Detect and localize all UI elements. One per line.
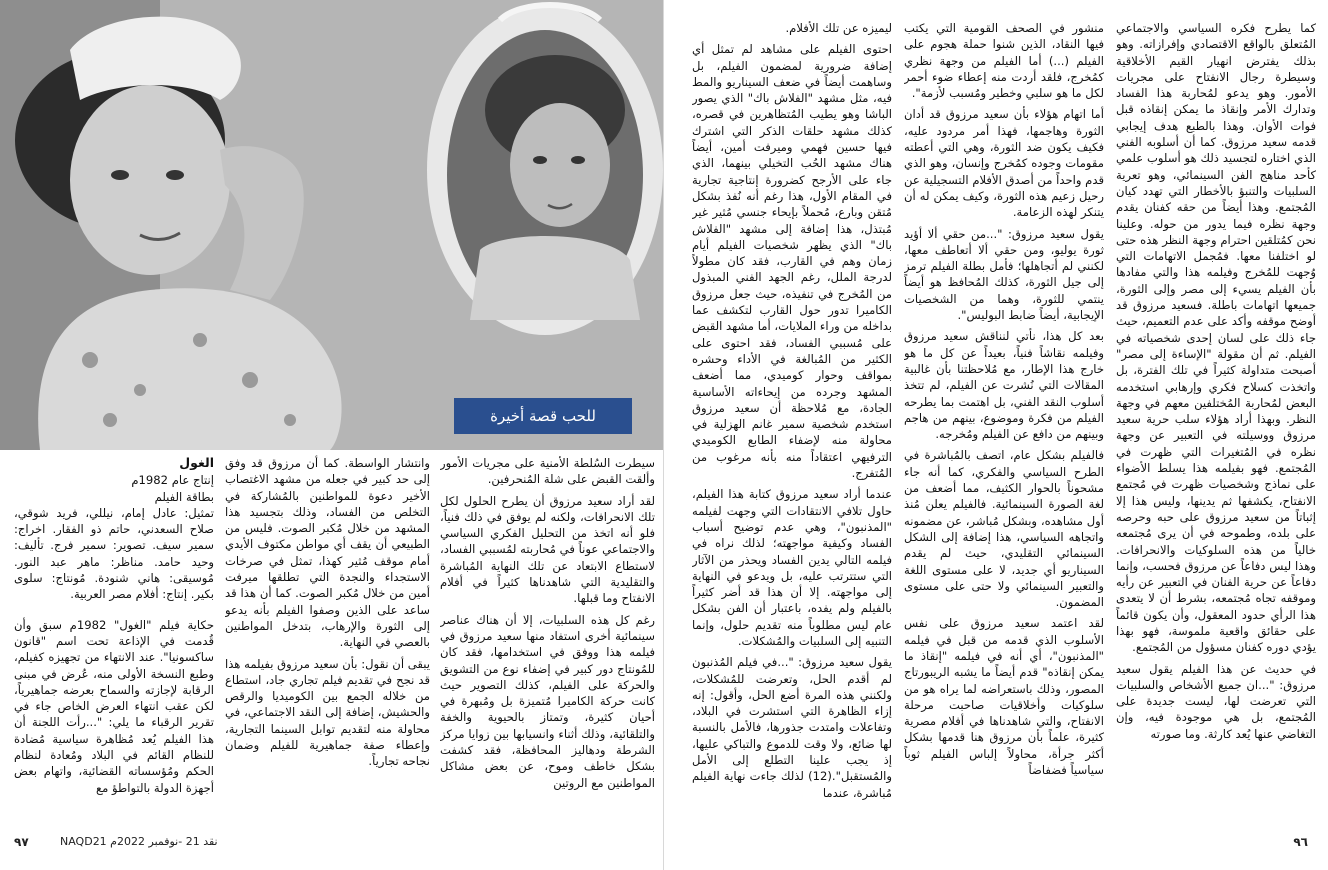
photo-caption: للحب قصة أخيرة <box>454 398 632 434</box>
film-card-label: بطاقة الفيلم <box>154 489 214 504</box>
right-page <box>664 0 1328 870</box>
paragraph: فالفيلم بشكل عام، اتصف بالمُباشرة في الطرح السياسي والفكري، كما أنه جاء مشحوناً بالحوار الكثيف، مما أضعف من لغة الصورة السينمائية. فالفيلم يعلن مُنذ أول مشاهده، وبشكل مُباشر، عن مضمونه واتجاهه السياسي، هذا إضافة إلى الشكل السينمائي التقليدي، حيث لم يقدم السيناريو أي جديد، لا على مستوى اللغة والتعبير السينمائي ولا حتى على مستوى المضمون. <box>904 448 1104 610</box>
paragraph: في حديث عن هذا الفيلم يقول سعيد مرزوق: "...ان جميع الأشخاص والسلبيات التي تعرضت لها، ليست جديدة على المُجتمع، بل هي موجودة فيه، وإن التغاضي عنها يُعد كارثة. وما صورته <box>1116 661 1316 741</box>
paragraph: يبقى أن نقول: بأن سعيد مرزوق بفيلمه هذا قد نجح في تقديم فيلم تجاري جاد، استطاع من خلاله الجمع بين الكوميديا والرقص والحشيش، إضافة إلى النقد الاجتماعي، في محاولة منه لتقديم توابل السينما التجارية، وإعطاء صفة جماهيرية للفيلم وضمان نجاحه تجارياً. <box>225 656 430 769</box>
right-page-column-3 <box>1116 20 1316 828</box>
paragraph: بعد كل هذا، نأتي لنناقش سعيد مرزوق وفيلمه نقاشاً فنياً، بعيداً عن كل ما هو خارج هذا الإطار، مع مُلاحظتنا بأن غالبية المقالات التي نُشرت عن الفيلم، لم تتخذ أسلوب النقد الفني، بل اهتمت بما يطرحه الفيلم من فكرة وموضوع، بينهم من هاجم وبينهم من دافع عن الفيلم ومُخرجه. <box>904 329 1104 442</box>
paragraph: كما يطرح فكره السياسي والاجتماعي المُتعلق بالواقع الاقتصادي وإفرازاته. وهو بذلك يفترض انهيار القيم الأخلاقية وسيطرة رجال الانفتاح على مجريات الأمور. وهو يدعو لمُحاربة هذا الفساد وتدارك الأمر وإنقاذ ما يمكن إنقاذه قبل فوات الأوان. وهذا بالطبع هدف إيجابي قدمه سعيد مرزوق. كما أن أسلوبه الفني الذي اختاره لتجسيد ذلك هو أسلوب علمي كأحد مناهج الفن السينمائي، وهو تعرية السلبيات والتنبؤ بالأخطار التي تهدد كيان المُجتمع. وهذا أيضاً من حقه كفنان يقدم وجهة نظره فيما يدور من حوله. وعلينا نحن كمُتلقين احترام وجهة النظر هذه حتى لو اختلفنا معها. فمُجمل الاتهامات التي وُجهت للمُخرج وفيلمه هذا والتي مفادها بأن الفيلم يسيء إلى مصر وإلى الثورة، جميعها اتهامات باطلة. فسعيد مرزوق قد أوضح موقفه وأكد على عدم التعميم، حيث جاء ذلك على لسان إحدى شخصياته في الفيلم. ثم أن مقولة "الإساءة إلى مصر" أصبحت متداولة كثيراً في تلك الفترة، بل واتخذت كسلاح فكري وإرهابي استخدمه البعض لمُحاربة المُختلفين معهم في وجهة النظر. وبهذا أراد هؤلاء سلب حرية سعيد مرزوق ووسيلته في التعبير عن وجهة نظره في المُتغيرات التي ظهرت في المُجتمع. فهو بفيلمه هذا يسلط الأضواء على نماذج وشخصيات ظهرت في مُجتمع الانفتاح، يكشفها ثم يدينها، وليس هذا إلا إثباتاً من سعيد مرزوق على حبه وحرصه على بلده، وطموحه في أن يرى مُجتمعه خالياً من هذه السلوكيات والانحرافات. وهذا ليس دفاعاً عن مرزوق فحسب، وإنما دفاعاً عن حرية الفنان في التعبير عن رأيه وموقفه تجاه مُجتمعه، بشرط أن لا يتعدى هذا الرأي حدود المعقول، وأن يكون قائماً على حقائق واقعية ملموسة، فهو بهذا يؤدي دوره كفنان مسؤول من المُجتمع. <box>1116 21 1316 655</box>
paragraph: ليميزه عن تلك الأفلام. <box>785 21 892 35</box>
issue-footer: نقد 21 -نوفمبر 2022م NAQD21 <box>60 835 218 848</box>
left-page-column-3 <box>14 455 214 830</box>
film-still-illustration <box>0 0 664 450</box>
film-credits <box>14 455 214 603</box>
paragraph: يقول سعيد مرزوق: "...في فيلم المُذنبون لم أقدم الحل، وتعرضت للمُشكلات، ولكنني هذه المرة أضع الحل، وأقول: إنه إزاء الظاهرة التي استشرت في البلاد، وتفاعلات وامتدت جذورها، فالأمل بالنسبة لها ضائع، ولا وقت للدموع والتباكي عليها، إذ يجب علينا التطلع إلى الأمل والمُستقبل".(12) لذلك جاءت نهاية الفيلم مُباشرة، عندما <box>692 655 892 800</box>
paragraph: وانتشار الواسطة. كما أن مرزوق قد وفق إلى حد كبير في جعله من مشهد الاغتصاب الأخير دعوة للمواطنين بالمُشاركة في التخلص من الفساد، وذلك بتجسيد هذا المشهد من خلال مُكبر الصوت. فليس من الطبيعي أن يقف أي مواطن مكتوف الأيدي أمام موقف مُثير كهذا، تمثل في صرخات الاستجداء والنجدة التي تطلقها ميرفت أمين من خلال مُكبر الصوت. كما أن هذا قد ساعد على الذين وصفوا الفيلم بأنه يدعو إلى الثورة والإرهاب، بتدخل المواطنين بالعصي في النهاية. <box>225 456 430 650</box>
paragraph: رغم كل هذه السلبيات، إلا أن هناك عناصر سينمائية أخرى استفاد منها سعيد مرزوق في فيلمه هذا ووفق في استخدامها، فقد كان للمُونتاج دور كبير في إضفاء نوع من التشويق والحركة على الفيلم، كذلك التصوير حيث كانت حركة الكاميرا مُتميزة بل ومُبهرة في أحيان كثيرة، وتمتاز بالحيوية والخفة والتلقائية، وذلك أثناء وانسيابها بين زوايا مركز الشرطة ودهاليز المحافظة، فقد كشفت بشكل خاطف وموح، عن بعض مشاكل المواطنين مع الروتين <box>440 612 655 790</box>
right-page-column-1 <box>692 20 892 828</box>
paragraph: سيطرت السُلطة الأمنية على مجريات الأمور وألقت القبض على شلة المُنحرفين. <box>440 456 655 487</box>
paragraph: احتوى الفيلم على مشاهد لم تمثل أي إضافة ضرورية لمضمون الفيلم، بل وساهمت أيضاً في ضعف السيناريو والمط فيه، مثل مشهد "الفلاش باك" الذي يصور الباشا وهو يطيب المُتظاهرين في قصره، كذلك مشهد حلقات الذكر التي اشترك فيها حسين فهمي وميرفت أمين، أيضاً هناك مشهد الحُب التخيلي بينهما، الذي جاء على الأرجح كضرورة إنتاجية تجارية في المقام الأول، هذا رغم أنه نُفذ بشكل مُتقن وبارع، مُحملاً بإيحاء جنسي مُثير غير مُبتذل، هذا إضافة إلى مشهد "الفلاش باك" الذي يظهر شخصيات الفيلم أيام زمان وهم في القارب، فقد كان مطولاً لدرجة الملل، رغم الجهد الفني المبذول من المُخرج في تنفيذه، حيث جعل مرزوق الكاميرا تدور حول القارب لتكشف عما بداخله من وراء الملايات، أما مشهد القبض على مُسببي الفساد، فقد احتوى على الكثير من المُبالغة في الأداء وحشره بمواقف وحوار كوميدي، مما أضعف المشهد وجرده من إيحاءاته الأساسية الجادة، مع مُلاحظة أن سعيد مرزوق استخدم شخصية سمير غانم الهزلية في محاولة منه لإضفاء الطابع الكوميدي الترفيهي اعتقاداً منه بأنه مرغوب من المُتفرج. <box>692 42 892 481</box>
left-page-number: ٩٧ <box>14 835 29 849</box>
left-page-column-1 <box>440 455 655 830</box>
film-credits-text: تمثيل: عادل إمام، نيللي، فريد شوقي، صلاح السعدني، حاتم ذو الفقار. اخراج: سمير سيف. تصوير: سمير فرج. تأليف: وحيد حامد. مناظر: ماهر عبد النور. مُوسيقى: هاني شنودة. مُونتاج: سلوى بكير. إنتاج: أفلام مصر العربية. <box>14 505 214 602</box>
right-page-number: ٩٦ <box>1293 835 1308 849</box>
film-production-year: إنتاج عام 1982م <box>131 473 214 488</box>
paragraph: عندما أراد سعيد مرزوق كتابة هذا الفيلم، حاول تلافي الانتقادات التي وجهت لفيلمه "المذنبون"، وهي عدم توضيح أسباب الفساد وكيفية مواجهته؛ لذلك نراه في فيلمه التالي يدين الفساد ويحذر من الآثار التي ستترتب عليه، بل ويدعو في النهاية إلى مواجهته. إلا أن هذا قد أضر كثيراً بالفيلم ولم يفده، باعتبار أن الفن بشكل عام ليس مطلوباً منه تقديم حلول، وإنما التنبيه إلى السلبيات والمُشكلات. <box>692 487 892 648</box>
paragraph: لقد أراد سعيد مرزوق أن يطرح الحلول لكل تلك الانحرافات، ولكنه لم يوفق في ذلك فنياً، فلو أنه اتخذ من التحليل الفكري السياسي والاجتماعي عوناً في مُحاربته لمُسببي الفساد، لاستطاع الابتعاد عن تلك النهاية المُباشرة والتقليدية التي شاهدناها كثيراً في أفلام الانفتاح وما قبلها. <box>440 493 655 606</box>
paragraph: منشور في الصحف القومية التي يكتب فيها النقاد، الذين شنوا حملة هجوم على الفيلم (...) أما الفيلم من وجهة نظري كمُخرج، فلقد أردت منه إعطاء ضوء أحمر لكل ما هو سلبي وخطير ومُسبب لأزمة". <box>904 21 1104 101</box>
paragraph: يقول سعيد مرزوق: "...من حقي ألا أؤيد ثورة يوليو، ومن حقي ألا أتعاطف معها، لكنني لم أتجاهلها؛ فأمل بطلة الفيلم ترمز إلى جيل الثورة، كذلك المُحافظ هو أيضاً ينتمي للثورة، وهما من الشخصيات الإيجابية، أيضاً ضابط البوليس". <box>904 226 1104 323</box>
paragraph: حكاية فيلم "الغول" 1982م سبق وأن قُدمت في الإذاعة تحت اسم "قانون ساكسونيا". عند الانتهاء من تجهيزه كفيلم، وطبع النسخة الأولى منه، عُرض في مبنى الرقابة لإجازته والسماح بعرضه جماهيرياً، لكن عقب انتهاء العرض الخاص جاء في تقرير الرقباء ما يلي: "...رأت اللجنة أن هذا الفيلم يُعد مُظاهرة سياسية مُضادة للنظام القائم في البلاد ومُعادة لنظام الحكم ومُؤسساته القضائية، واتهام بعض أجهزة الدولة بالتواطؤ مع <box>14 617 214 795</box>
paragraph: لقد اعتمد سعيد مرزوق على نفس الأسلوب الذي قدمه من قبل في فيلمه "المذنبون"، أي أنه في فيلمه "إنقاذ ما يمكن إنقاذه" قدم أيضاً ما يشبه الريبورتاج المصور، وذلك باستعراضه لما يراه هو من سلوكيات وأخلاقيات صاحبت مرحلة الانفتاح، والتي شاهدناها في أفلام مصرية كثيرة، علماً بأن مرزوق هنا قدمها بشكل أكثر جرأة، محاولاً إلباس الفيلم ثوباً سياسياً فضفاضاً <box>904 616 1104 778</box>
film-still-photo <box>0 0 664 450</box>
paragraph: أما اتهام هؤلاء بأن سعيد مرزوق قد أدان الثورة وهاجمها، فهذا أمر مردود عليه، فكيف يكون ضد الثورة، وهي التي أعطته مقومات وجوده كمُخرج وإنسان، وهو الذي قدم واحداً من أصدق الأفلام التسجيلية عن رحيل زعيم هذه الثورة، وكيف يمكن له أن يتنكر لهذه الزعامة. <box>904 107 1104 220</box>
film-title: الغول <box>179 455 214 470</box>
left-page-column-2 <box>225 455 430 830</box>
right-page-column-2 <box>904 20 1104 828</box>
